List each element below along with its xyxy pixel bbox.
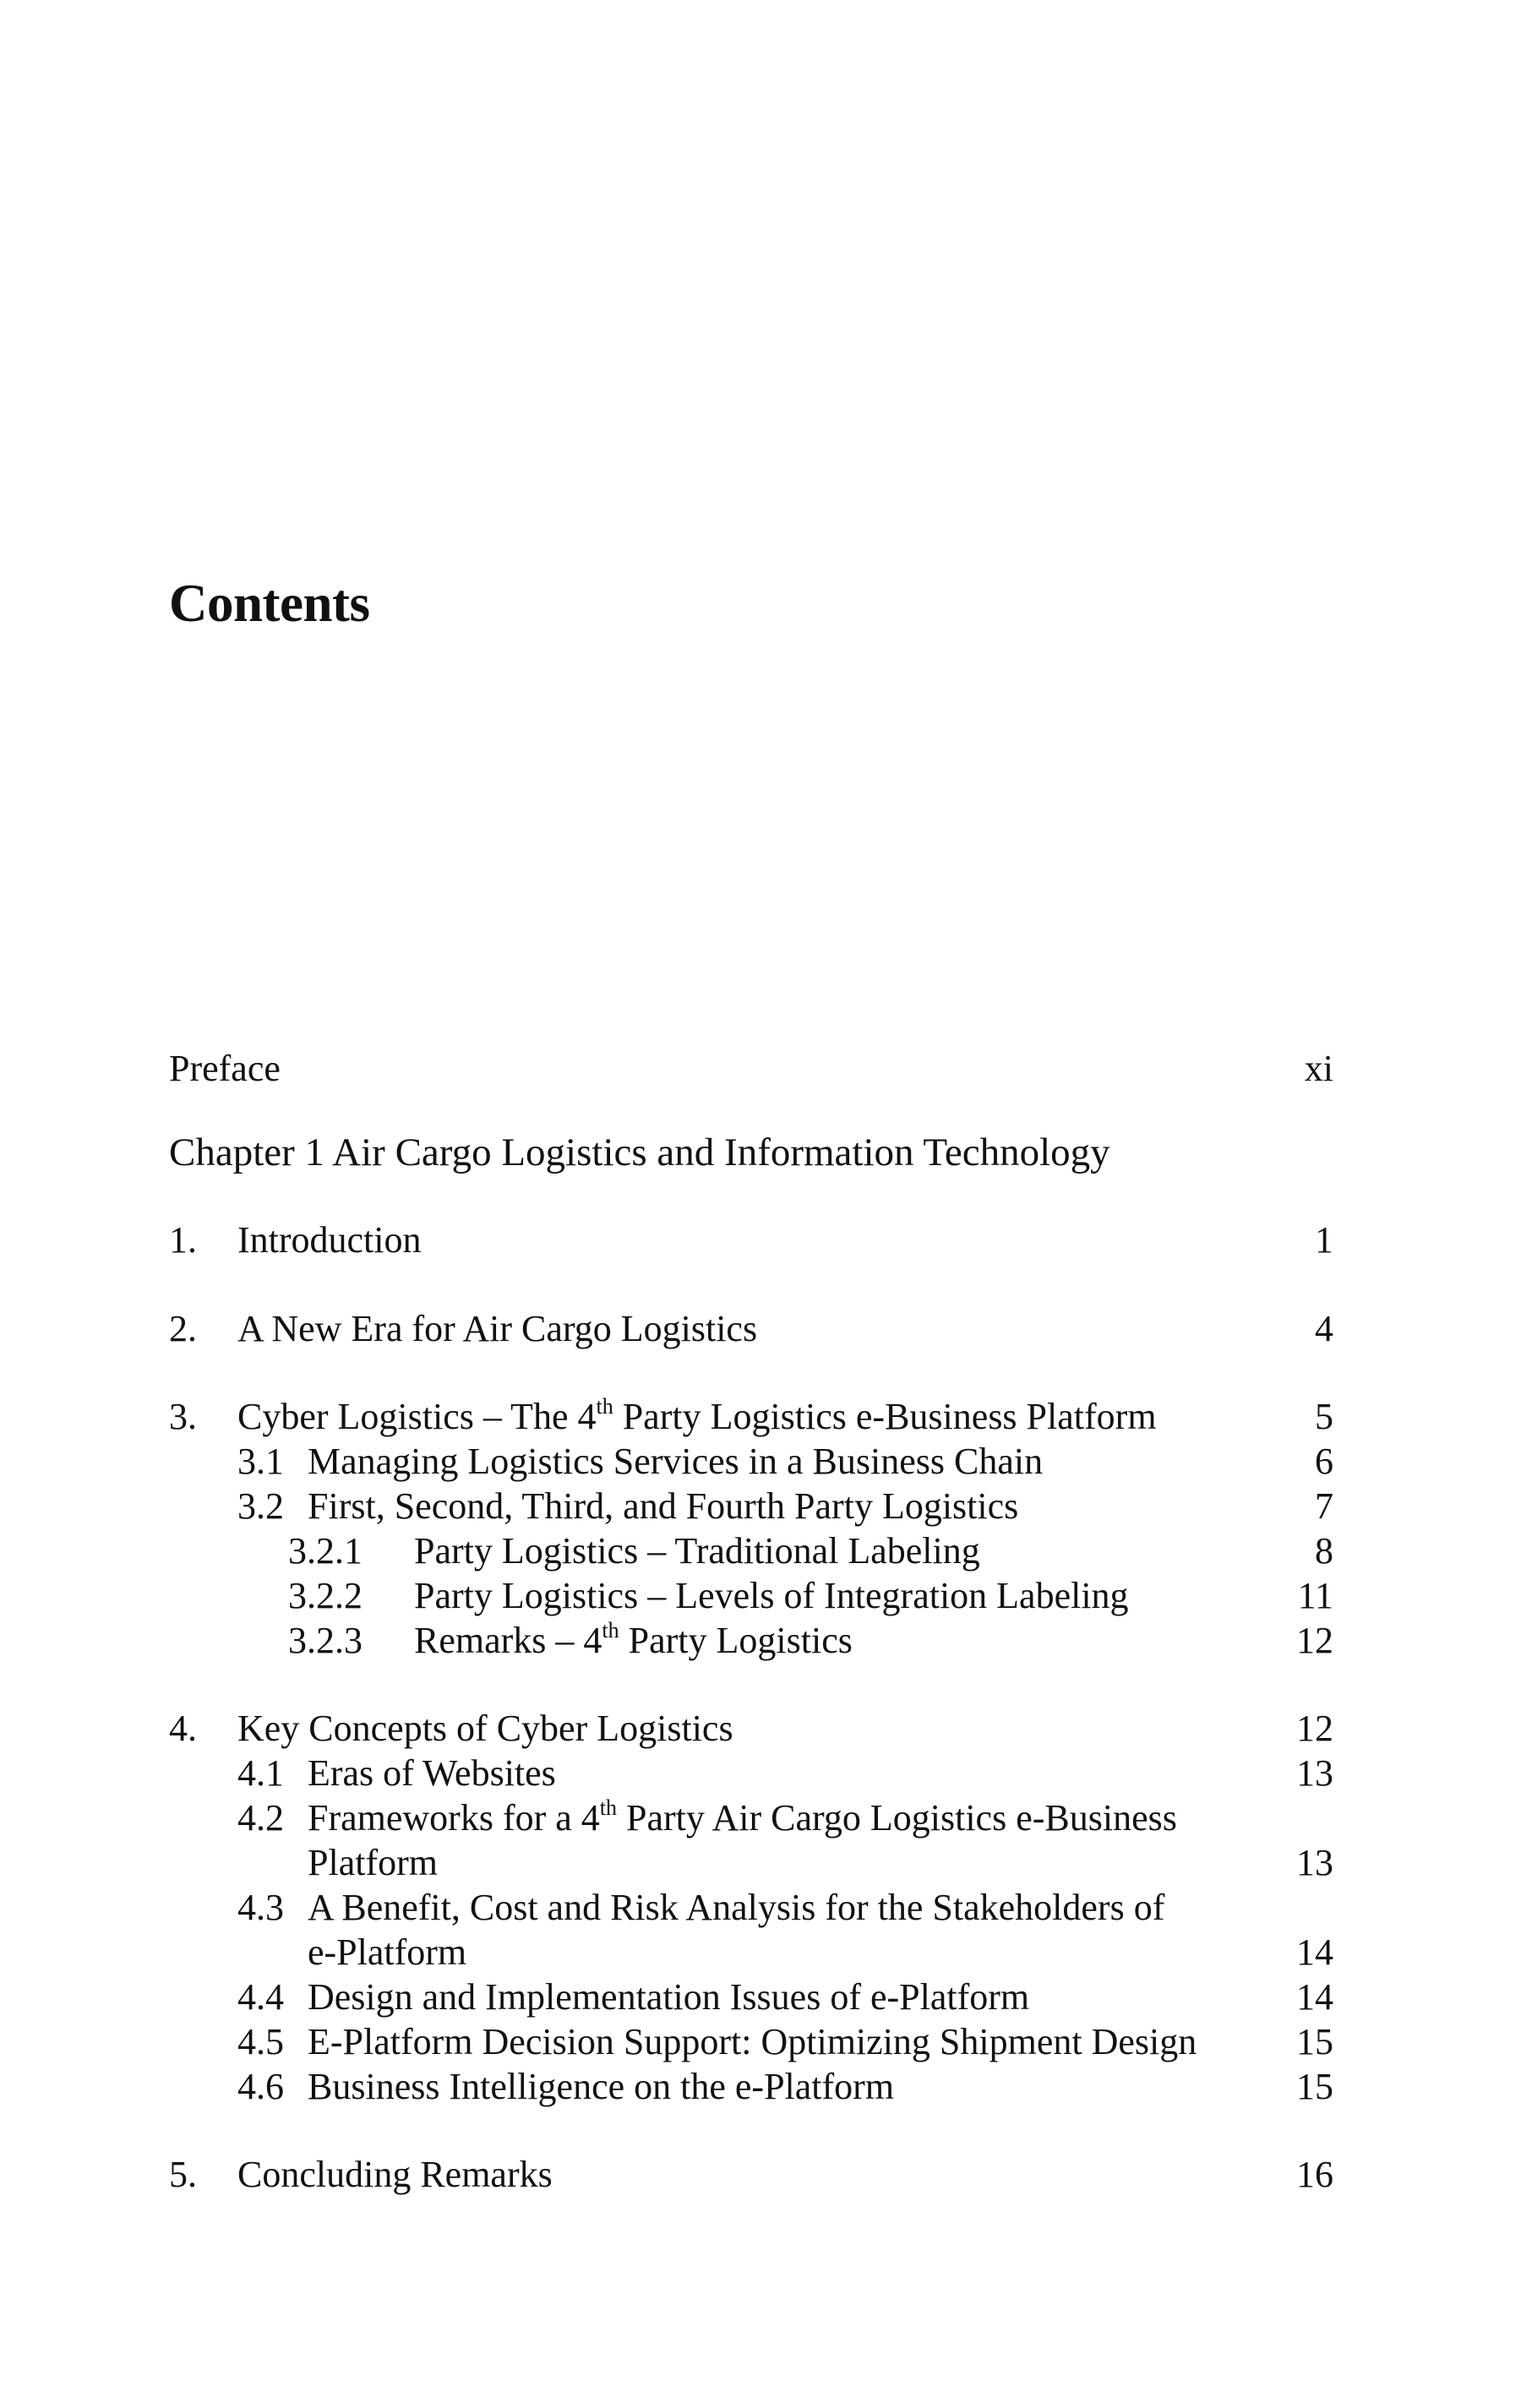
toc-entry-introduction[interactable]: Introduction (237, 1219, 422, 1261)
toc-page-number: 8 (1315, 1530, 1333, 1572)
toc-entry-label-part: Frameworks for a 4 (308, 1797, 600, 1839)
toc-entry-integration-labeling[interactable]: Party Logistics – Levels of Integration Labeling (414, 1575, 1129, 1616)
toc-entry-number: 4.6 (237, 2066, 284, 2107)
toc-entry-managing-logistics[interactable]: Managing Logistics Services in a Business Chain (308, 1441, 1044, 1482)
toc-entry-design-implementation[interactable]: Design and Implementation Issues of e-Platform (308, 1976, 1030, 2018)
toc-entry-label-part: Party Air Cargo Logistics e-Business (617, 1797, 1177, 1839)
toc-page-number: 14 (1296, 1976, 1333, 2018)
toc-page-number: 4 (1315, 1308, 1333, 1349)
toc-page-number: 15 (1296, 2066, 1333, 2107)
toc-entry-decision-support[interactable]: E-Platform Decision Support: Optimizing Shipment Design (308, 2021, 1197, 2062)
toc-entry-number: 3.2 (237, 1485, 284, 1527)
toc-entry-label-part: Cyber Logistics – The 4 (237, 1396, 597, 1437)
toc-entry-number: 3.2.3 (288, 1620, 363, 1661)
toc-page-number: 16 (1296, 2154, 1333, 2195)
toc-entry-number: 5. (169, 2154, 197, 2195)
superscript: th (599, 1795, 618, 1820)
toc-entry-traditional-labeling[interactable]: Party Logistics – Traditional Labeling (414, 1530, 980, 1572)
toc-page-number: xi (1304, 1048, 1333, 1089)
toc-entry-number: 4. (169, 1708, 197, 1749)
page-title: Contents (169, 574, 370, 633)
toc-entry-party-logistics[interactable]: First, Second, Third, and Fourth Party Logistics (308, 1485, 1019, 1527)
toc-entry-key-concepts[interactable]: Key Concepts of Cyber Logistics (237, 1708, 733, 1749)
toc-page-number: 13 (1296, 1752, 1333, 1794)
toc-page-number: 12 (1296, 1708, 1333, 1749)
toc-page-number: 6 (1315, 1441, 1333, 1482)
superscript: th (596, 1394, 613, 1419)
toc-entry-eras-of-websites[interactable]: Eras of Websites (308, 1752, 556, 1794)
toc-page-number: 1 (1315, 1219, 1333, 1261)
toc-entry-number: 3. (169, 1396, 197, 1437)
toc-page-number: 5 (1315, 1396, 1333, 1437)
toc-entry-frameworks[interactable] (308, 1795, 1177, 1839)
toc-entry-remarks[interactable] (414, 1618, 853, 1661)
toc-entry-number: 3.2.1 (288, 1530, 363, 1572)
toc-entry-preface[interactable] (169, 1050, 281, 1087)
toc-entry-number: 4.1 (237, 1752, 284, 1794)
toc-entry-continuation[interactable]: e-Platform (308, 1931, 467, 1973)
toc-entry-label-part: Party Logistics (619, 1620, 853, 1661)
toc-page-number: 12 (1296, 1620, 1333, 1661)
toc-entry-concluding-remarks[interactable]: Concluding Remarks (237, 2154, 553, 2195)
toc-entry-number: 4.3 (237, 1887, 284, 1928)
toc-entry-benefit-cost-risk[interactable]: A Benefit, Cost and Risk Analysis for the Stakeholders of (308, 1887, 1165, 1928)
toc-page-number: 11 (1297, 1575, 1333, 1616)
toc-entry-number: 1. (169, 1219, 197, 1261)
toc-entry-label: Preface (169, 1048, 281, 1089)
toc-page-number: 7 (1315, 1485, 1333, 1527)
toc-page-number: 14 (1296, 1931, 1333, 1973)
toc-entry-number: 2. (169, 1308, 197, 1349)
toc-entry-new-era[interactable]: A New Era for Air Cargo Logistics (237, 1308, 758, 1349)
toc-entry-business-intelligence[interactable]: Business Intelligence on the e-Platform (308, 2066, 895, 2107)
toc-entry-number: 4.5 (237, 2021, 284, 2062)
toc-entry-cyber-logistics[interactable] (237, 1394, 1157, 1437)
toc-entry-number: 3.2.2 (288, 1575, 363, 1616)
toc-entry-number: 4.4 (237, 1976, 284, 2018)
toc-entry-number: 3.1 (237, 1441, 284, 1482)
toc-entry-continuation[interactable]: Platform (308, 1842, 438, 1883)
toc-page-number: 15 (1296, 2021, 1333, 2062)
toc-page-number: 13 (1296, 1842, 1333, 1883)
toc-entry-number: 4.2 (237, 1797, 284, 1839)
toc-entry-label-part: Party Logistics e-Business Platform (613, 1396, 1157, 1437)
superscript: th (602, 1618, 619, 1643)
toc-entry-label-part: Remarks – 4 (414, 1620, 602, 1661)
chapter-heading[interactable]: Chapter 1 Air Cargo Logistics and Information Technology (169, 1130, 1110, 1174)
